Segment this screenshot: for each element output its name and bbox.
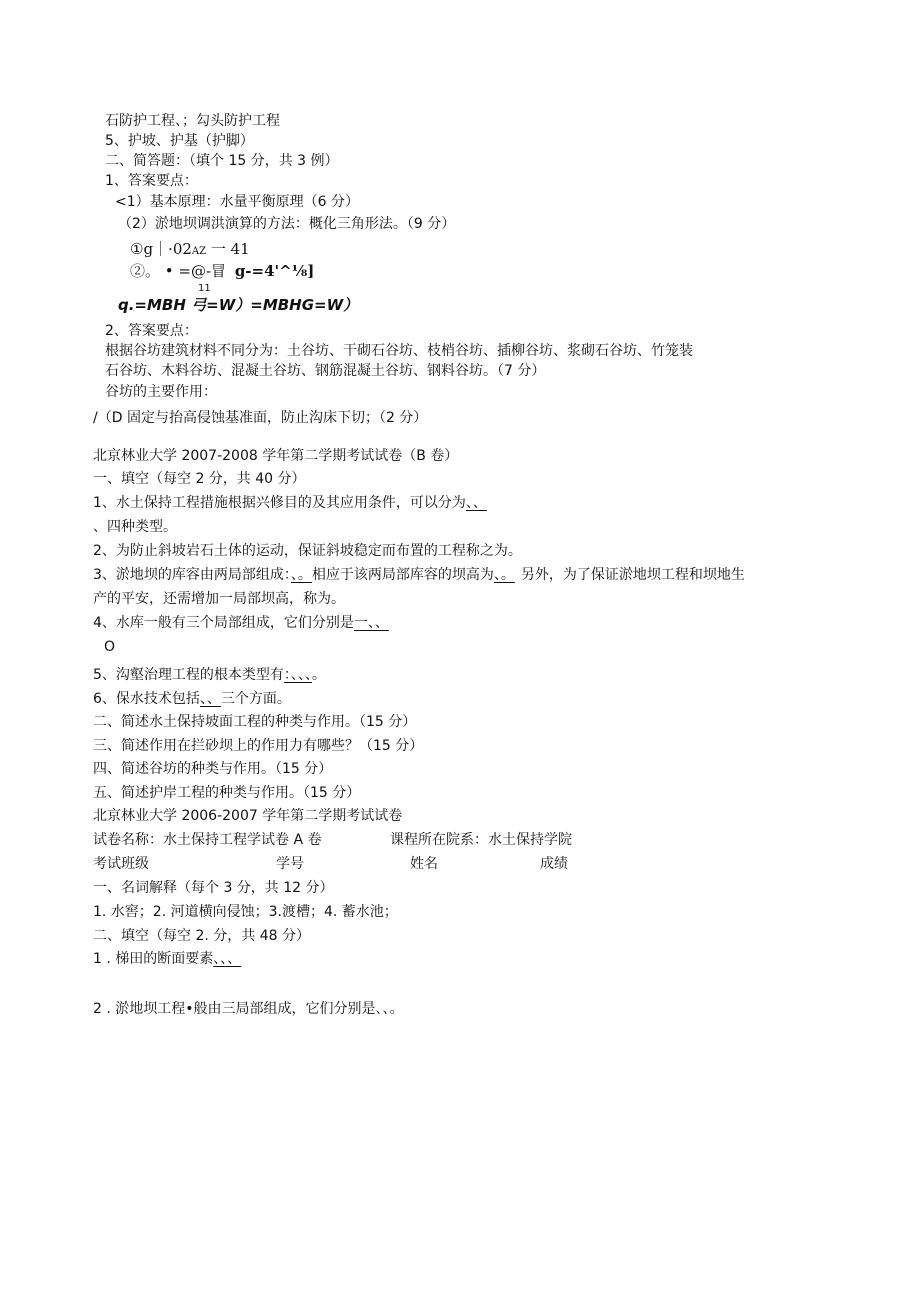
formula-subscript: AZ: [191, 246, 207, 257]
exam-info: 试卷名称：水土保持工程学试卷 A 卷: [93, 832, 322, 848]
text-line: 石谷坊、木料谷坊、混凝土谷坊、钢筋混凝土谷坊、钢料谷坊。（7 分）: [105, 363, 546, 379]
question-line: 2、为防止斜坡岩石土体的运动，保证斜坡稳定而布置的工程称之为。: [93, 543, 522, 559]
answer-blank: 一、、: [353, 615, 389, 631]
formula-part: ①g｜·02: [130, 240, 192, 258]
question-line: 三、简述作用在拦砂坝上的作用力有哪些？（15 分）: [93, 738, 424, 754]
exam-field-label: 学号: [276, 856, 304, 872]
formula-part: ②。 • =@-冒: [130, 262, 227, 280]
text-line: 2、答案要点：: [105, 323, 198, 339]
question-line: [93, 566, 745, 584]
answer-blank: 、、: [465, 495, 487, 511]
question-line: [93, 666, 326, 684]
question-line: O: [104, 639, 116, 655]
question-text: 4、水库一般有三个局部组成，它们分别是: [93, 615, 354, 631]
question-line: 1. 水窖；2. 河道横向侵蚀；3.渡槽；4. 蓄水池；: [93, 904, 398, 920]
exam-field-label: 考试班级: [93, 856, 149, 872]
question-text: 5、沟壑治理工程的根本类型有: [93, 667, 284, 683]
exam-title: 北京林业大学 2006-2007 学年第二学期考试试卷: [93, 808, 403, 824]
question-line: 五、简述护岸工程的种类与作用。（15 分）: [93, 785, 361, 801]
question-line: [93, 614, 393, 632]
text-line: 根据谷坊建筑材料不同分为：土谷坊、干砌石谷坊、枝梢谷坊、插柳谷坊、浆砌石谷坊、竹笼装: [105, 343, 693, 359]
question-line: 2 . 淤地坝工程•般由三局部组成，它们分别是、、。: [93, 1001, 404, 1017]
exam-field-label: 成绩: [540, 856, 568, 872]
question-text: 相应于该两局部库容的坝高为: [311, 567, 494, 583]
formula-part: 一 41: [210, 240, 250, 258]
question-line: [93, 494, 495, 512]
answer-blank: 、、: [199, 691, 221, 707]
section-heading: 一、填空（每空 2 分，共 40 分）: [93, 471, 306, 487]
section-heading: 二、填空（每空 2. 分，共 48 分）: [93, 928, 310, 944]
text-line: /（D 固定与抬高侵蚀基准面，防止沟床下切；（2 分）: [93, 410, 428, 426]
formula-index: 11: [198, 283, 211, 294]
text-line: 谷坊的主要作用：: [105, 384, 217, 400]
formula-line-1: [130, 240, 250, 261]
answer-blank: 、。: [290, 567, 312, 583]
question-text: 三个方面。: [220, 691, 291, 707]
text-line: 石防护工程、；勾头防护工程: [105, 113, 280, 129]
text-line: （2）淤地坝调洪演算的方法：概化三角形法。（9 分）: [118, 216, 456, 232]
question-text: 1 . 梯田的断面要素: [93, 951, 214, 967]
question-line: [93, 690, 291, 708]
exam-field-label: 姓名: [410, 856, 438, 872]
question-line: 产的平安，还需增加一局部坝高，称为。: [93, 591, 345, 607]
text-line: <1）基本原理：水量平衡原理（6 分）: [115, 194, 359, 210]
answer-blank: 、。: [493, 567, 515, 583]
question-line: 四、简述谷坊的种类与作用。（15 分）: [93, 761, 333, 777]
question-text: 另外，为了保证淤地坝工程和坝地生: [520, 567, 745, 583]
section-heading: 一、名词解释（每个 3 分，共 12 分）: [93, 880, 334, 896]
formula-line-3: q.=MBH 弓=W）=MBHG=W）: [118, 296, 359, 314]
answer-blank: ：、、、: [283, 667, 312, 683]
question-line: [93, 950, 249, 968]
formula-part: g-=4'^⅛]: [234, 262, 315, 280]
text-line: 5、护坡、护基（护脚）: [105, 133, 254, 149]
question-text: 1、水土保持工程措施根据兴修目的及其应用条件，可以分为: [93, 495, 466, 511]
formula-line-2: [130, 262, 314, 280]
question-text: 6、保水技术包括: [93, 691, 200, 707]
question-line: 、四种类型。: [93, 519, 177, 535]
exam-info: 课程所在院系：水土保持学院: [390, 832, 572, 848]
question-line: 二、简述水土保持坡面工程的种类与作用。（15 分）: [93, 714, 417, 730]
text-line: 1、答案要点：: [105, 173, 198, 189]
exam-title: 北京林业大学 2007-2008 学年第二学期考试试卷（B 卷）: [93, 448, 459, 464]
question-text: 3、淤地坝的库容由两局部组成：: [93, 567, 291, 583]
question-text: 。: [311, 667, 326, 683]
section-heading: 二、简答题：（填个 15 分，共 3 例）: [105, 153, 339, 169]
answer-blank: 、、、: [213, 951, 242, 967]
